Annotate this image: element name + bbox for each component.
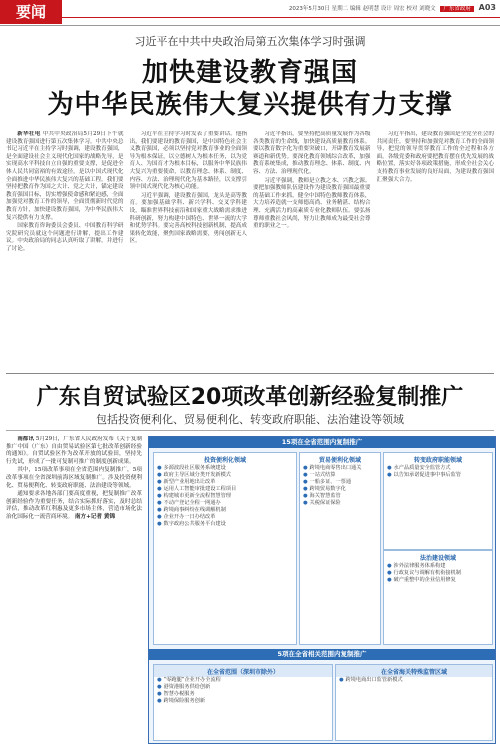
list-item: ● 一船多证、一票通 [303,479,352,485]
section-divider [6,373,494,374]
bullet-icon: ● [157,472,162,478]
second-author: 南方+记者 黄锦 [74,513,116,520]
list-item: ● 跨境电商出口监管新模式 [339,677,403,683]
bullet-icon: ● [157,479,162,485]
panel-special-zones [335,664,493,741]
proof: 校对 刘晓文 [406,6,436,12]
panel-title: 在全省范围（深圳市除外） [154,665,332,677]
lead-paragraph: 习近平强调，教师是立教之本、兴教之源。要把加强教师队伍建设作为建设教育强国最重要的基础工作来抓，健全中国特色教师教育体系，大力培养造就一支师德高尚、业务精湛、结构合理、充满活力的高素质专业化教师队伍。要弘扬尊师重教社会风尚，努力让教师成为最受社会尊重的职业之一。 [253,177,371,230]
panel-title: 投资便利化领域 [203,457,246,464]
bullet-icon: ● [157,465,162,471]
lead-title-line1: 加快建设教育强国 [141,58,358,88]
list-item: ● 跨境商事纠纷在线调解机制 [157,507,226,513]
bullet-icon: ● [387,563,392,569]
lead-paragraph: 习近平强调，建设教育强国，龙头是高等教育。要加强基础学科、新兴学科、交叉学科建设，瞄准世界科技前沿和国家重大战略需求推进科研创新，努力构建中国特色、世界一流的大学和优势学科。要完善高校科技创新机制，提高成果转化效能，聚焦国家战略需要，勇闯创新无人区。 [129,192,247,245]
list-item: ● 政府主导区域分类开发新模式 [157,472,231,478]
second-byline: 南都讯 [17,436,35,442]
bullet-icon: ● [303,500,308,506]
edition-badge: 广东省政府 [440,6,474,12]
page-number: A03 [478,3,496,12]
section-tag: 要闻 [0,0,62,24]
bullet-icon: ● [303,465,308,471]
date-line: 2023年5月30日 星期二 [288,6,349,12]
bullet-icon: ● [157,507,162,513]
panel-law [383,550,493,645]
panel-shenzhen [153,664,333,741]
masthead-info [289,3,496,12]
panel-title: 法治建设领域 [419,555,456,562]
list-item: ● 构建城市更新全流程智慧管理 [157,493,231,499]
second-article-rule [6,430,494,431]
bullet-icon: ● [157,486,162,492]
masthead-rule [62,17,500,18]
panel-title: 在全省海关特殊监管区域 [336,665,492,677]
bullet-icon: ● [387,472,392,478]
list-item: ● 跨境贸易数字化 [303,486,346,492]
list-item: ● 数字政府公共服务平台建设 [157,521,226,527]
lead-paragraph: 国家教育咨询委员会委员、中国教育科学研究院研究员就这个问题进行讲解，提出工作建议。中央政治局的同志认真听取了讲解，并进行了讨论。 [6,223,124,252]
second-paragraph: 5月29日，广东省人民政府发布《关于复制推广中国（广东）自由贸易试验区第七批改革创新经验的通知》。自贸试验区作为改革开放的试验田，坚持先行先试，形成了一批可复制可推广的制度创新成果。 [6,436,142,465]
list-item: ● 智慧办税服务 [157,691,195,697]
lead-paragraph: 习近平指出，要坚持把高质量发展作为各级各类教育的生命线，加快建设高质量教育体系。要以教育数字化为重要突破口，开辟教育发展新赛道和新优势。要深化教育领域综合改革，加强教育系统集成，推动教育理念、体系、制度、内容、方法、治理现代化。 [253,131,371,175]
bullet-icon: ● [157,677,162,683]
list-item: ● 海关智慧监管 [303,493,341,499]
list-item: ● 水产品质量安全监管方式 [387,465,451,471]
panel-title: 贸易便利化领域 [318,457,361,464]
bullet-icon: ● [157,698,162,704]
second-paragraph: 通知要求各地各部门要高度重视，把复制推广改革创新经验作为重要任务，结合实际抓好落实，及时总结评估，推动改革红利惠及更多市场主体，营造市场化法治化国际化一流营商环境。 [6,491,142,520]
second-paragraph: 其中，15项改革事项在全省范围内复制推广，5项改革事项在全省深圳前海区域复制推广。涉及投资便利化、贸易便利化、转变政府职能、法治建设等领域。 [6,467,142,489]
list-item: ● 以告知承诺促进事中事后监管 [387,472,461,478]
second-article-subtitle: 包括投资便利化、贸易便利化、转变政府职能、法治建设等领域 [96,413,404,426]
list-item: ● 运用人工智能审批建设工程项目 [157,486,237,492]
panel-trade [299,452,381,645]
list-item: ● 多源波段社区服务系统建设 [157,465,226,471]
bullet-icon: ● [157,514,162,520]
lead-byline: 新华社电 [17,131,41,137]
list-item: ● 破产重整中的企业信用修复 [387,577,456,583]
lead-article-columns [6,131,494,369]
lead-title-line2: 为中华民族伟大复兴提供有力支撑 [47,90,453,120]
second-article-title: 广东自贸试验区20项改革创新经验复制推广 [36,385,464,410]
bullet-icon: ● [157,493,162,499]
list-item: ● 一站式结算 [303,472,336,478]
masthead [0,0,500,26]
bullet-icon: ● [339,677,344,683]
list-item: ● 行政复议与调解有机衔接机制 [387,570,461,576]
bullet-icon: ● [303,472,308,478]
bullet-icon: ● [303,493,308,499]
info-graphic-box [148,436,496,744]
lead-paragraph: 中共中央政治局5月29日下午就建设教育强国进行第五次集体学习。中共中央总书记习近平在主持学习时强调，建设教育强国，是全面建设社会主义现代化国家的战略先导，是实现高水平科技自立自强的重要支撑，是促进全体人民共同富裕的有效途径，是以中国式现代化全面推进中华民族伟大复兴的基础工程。我们要坚持把教育作为国之大计、党之大计，锚定建设教育强国目标，切实增强使命感和紧迫感，全面加强党对教育工作的领导，全面贯彻新时代党的教育方针，加快建设教育强国，为中华民族伟大复兴提供有力支撑。 [6,131,124,221]
second-article-body [6,436,142,742]
panel-government [383,452,493,550]
editor: 编辑 赵明慧 [349,6,380,12]
lead-paragraph: 习近平指出，建设教育强国是全党全社会的共同责任。要坚持和加强党对教育工作的全面领导，把党的领导贯穿教育工作的全过程和各方面。各级党委和政府要把教育摆在优先发展的战略位置，落实好各项政策措施，形成全社会关心支持教育事业发展的良好局面，为建设教育强国汇聚强大合力。 [376,131,494,183]
list-item: ● 跨境保险服务创新 [157,698,206,704]
bullet-icon: ● [157,691,162,697]
bullet-icon: ● [157,684,162,690]
lead-column-2 [130,131,248,369]
info-header-bottom: 5项在全省相关范围内复制推广 [149,649,495,660]
bullet-icon: ● [387,465,392,471]
panel-title: 转变政府职能领域 [413,457,462,464]
list-item: ● 涉外法律服务体系构建 [387,563,446,569]
lead-subtitle: 习近平在中共中央政治局第五次集体学习时强调 [134,35,366,48]
bullet-icon: ● [387,570,392,576]
list-item: ● 新型产业用地出让改革 [157,479,216,485]
bullet-icon: ● [157,521,162,527]
list-item: ● 不动产登记全程一网通办 [157,500,221,506]
lead-column-1 [6,131,124,369]
bullet-icon: ● [157,500,162,506]
lead-column-4 [377,131,495,369]
panel-investment [153,452,297,645]
bullet-icon: ● [387,577,392,583]
list-item: ● “零跑腿”企业开办全流程 [157,677,221,683]
list-item: ● 跨境电商零售出口通关 [303,465,362,471]
design: 设计 周宏 [380,6,405,12]
bullet-icon: ● [303,479,308,485]
list-item: ● 企业开办一日办结改革 [157,514,216,520]
list-item: ● 港资港服务供给创新 [157,684,211,690]
lead-paragraph: 习近平在主持学习时发表了重要讲话。他指出，我们要建设的教育强国，是中国特色社会主义教育强国，必须以坚持党对教育事业的全面领导为根本保证，以立德树人为根本任务，以为党育人、为国育才为根本目标，以服务中华民族伟大复兴为重要使命，以教育理念、体系、制度、内容、方法、治理现代化为基本路径，以支撑引领中国式现代化为核心功能。 [129,131,247,191]
bullet-icon: ● [303,486,308,492]
list-item: ● 关税保证保险 [303,500,341,506]
lead-column-3 [253,131,371,369]
info-header-top: 15项在全省范围内复制推广 [149,437,495,448]
masthead-bottom-rule [0,25,500,26]
